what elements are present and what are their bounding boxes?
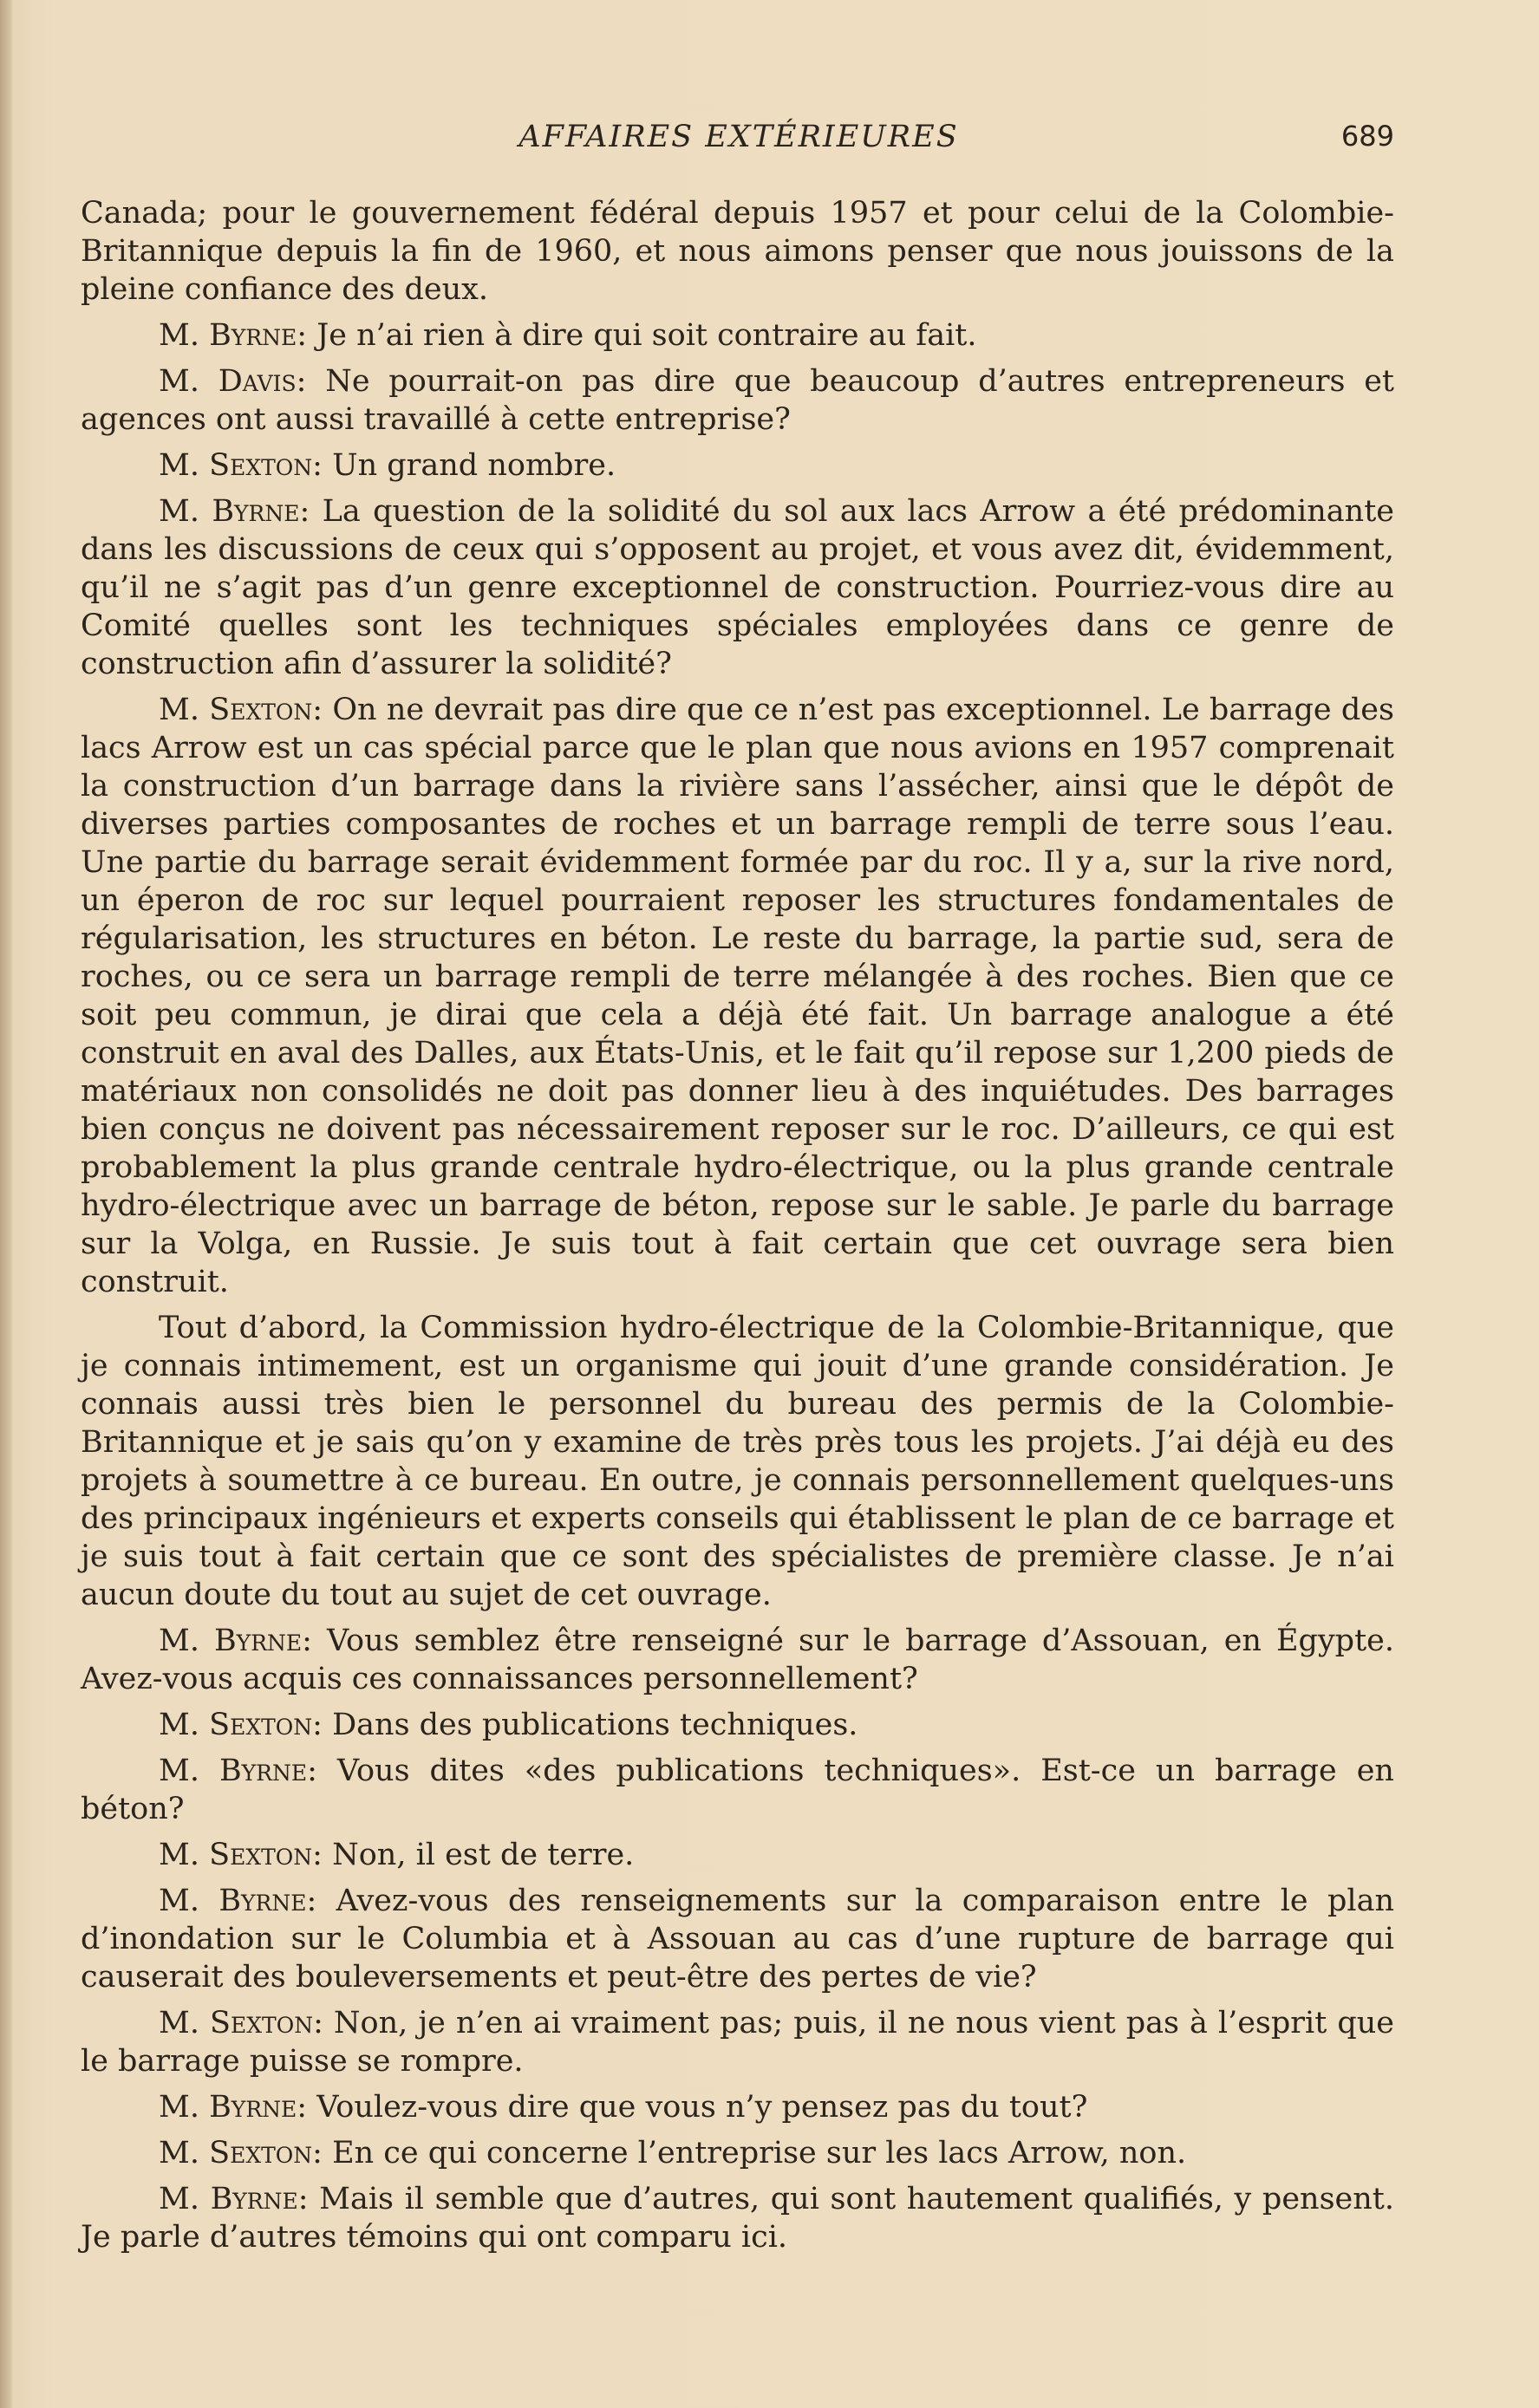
speaker-name: M. Byrne:: [159, 1754, 317, 1788]
paragraph-text: En ce qui concerne l’entreprise sur les lacs Arrow, non.: [332, 2136, 1187, 2170]
running-title: AFFAIRES EXTÉRIEURES: [518, 120, 959, 154]
paragraph: [81, 194, 1394, 309]
paragraph-text: Voulez-vous dire que vous n’y pensez pas du tout?: [316, 2090, 1088, 2125]
paragraph-text: Mais il semble que d’autres, qui sont hautement qualifiés, y pensent. Je parle d’autres témoins qui ont comparu ici.: [81, 2182, 1394, 2255]
speaker-name: M. Sexton:: [159, 1838, 323, 1872]
speaker-name: M. Byrne:: [159, 2182, 309, 2216]
paragraph-text: Vous dites «des publications techniques». Est-ce un barrage en béton?: [81, 1754, 1394, 1826]
paragraph-text: Avez-vous des renseignements sur la comparaison entre le plan d’inondation sur le Columbia et à Assouan au cas d’une rupture de barrage qui causerait des bouleversements et peut-être des pertes de vie?: [81, 1884, 1394, 1995]
paragraph: [81, 1882, 1394, 1996]
speaker-name: M. Byrne:: [159, 318, 308, 353]
paragraph: [81, 1309, 1394, 1614]
paragraph-text: Je n’ai rien à dire qui soit contraire au fait.: [316, 318, 977, 353]
speaker-name: M. Byrne:: [159, 1884, 317, 1918]
speaker-name: M. Sexton:: [159, 2006, 323, 2040]
paragraph-text: Ne pourrait-on pas dire que beaucoup d’autres entrepreneurs et agences ont aussi travaillé à cette entreprise?: [81, 364, 1394, 437]
transcript-body: [81, 194, 1394, 2264]
speaker-name: M. Byrne:: [159, 2090, 308, 2125]
paragraph: [81, 2134, 1394, 2172]
paragraph: [81, 691, 1394, 1301]
speaker-name: M. Sexton:: [159, 1708, 323, 1742]
paragraph-text: Dans des publications techniques.: [332, 1708, 858, 1742]
paragraph: [81, 2004, 1394, 2080]
paragraph-text: Vous semblez être renseigné sur le barrage d’Assouan, en Égypte. Avez-vous acquis ces connaissances personnellement?: [81, 1624, 1394, 1696]
paragraph-text: La question de la solidité du sol aux lacs Arrow a été prédominante dans les discussions de ceux qui s’opposent au projet, et vous avez dit, évidemment, qu’il ne s’agit pas d’un genre exceptionnel de construction. Pourriez-vous dire au Comité quelles sont les techniques spéciales employées dans ce genre de construction afin d’assurer la solidité?: [81, 494, 1394, 681]
paragraph: [81, 362, 1394, 439]
paragraph: [81, 1706, 1394, 1744]
page-binding-edge: [0, 0, 12, 2408]
speaker-name: M. Sexton:: [159, 448, 323, 483]
page-header: [83, 120, 1394, 163]
paragraph-text: Non, il est de terre.: [332, 1838, 635, 1872]
paragraph: [81, 446, 1394, 485]
speaker-name: M. Davis:: [159, 364, 307, 399]
paragraph: [81, 492, 1394, 683]
speaker-name: M. Sexton:: [159, 693, 323, 727]
paragraph: [81, 316, 1394, 355]
paragraph: [81, 1836, 1394, 1874]
paragraph-text: On ne devrait pas dire que ce n’est pas exceptionnel. Le barrage des lacs Arrow est un cas spécial parce que le plan que nous avions en 1957 comprenait la construction d’un barrage dans la rivière sans l’assécher, ainsi que le dépôt de diverses parties composantes de roches et un barrage rempli de terre sous l’eau. Une partie du barrage serait évidemment formée par du roc. Il y a, sur la rive nord, un éperon de roc sur lequel pourraient reposer les structures fondamentales de régularisation, les structures en béton. Le reste du barrage, la partie sud, sera de roches, ou ce sera un barrage rempli de terre mélangée à des roches. Bien que ce soit peu commun, je dirai que cela a déjà été fait. Un barrage analogue a été construit en aval des Dalles, aux États-Unis, et le fait qu’il repose sur 1,200 pieds de matériaux non consolidés ne doit pas donner lieu à des inquiétudes. Des barrages bien conçus ne doivent pas nécessairement reposer sur le roc. D’ailleurs, ce qui est probablement la plus grande centrale hydro-électrique, ou la plus grande centrale hydro-électrique avec un barrage de béton, repose sur le sable. Je parle du barrage sur la Volga, en Russie. Je suis tout à fait certain que cet ouvrage sera bien construit.: [81, 693, 1394, 1299]
paragraph: [81, 2180, 1394, 2256]
page-number: 689: [1340, 120, 1394, 153]
speaker-name: M. Byrne:: [159, 494, 310, 529]
paragraph: [81, 1752, 1394, 1828]
paragraph: [81, 2088, 1394, 2126]
paragraph-text: Canada; pour le gouvernement fédéral depuis 1957 et pour celui de la Colombie-Britannique depuis la fin de 1960, et nous aimons penser que nous jouissons de la pleine confiance des deux.: [81, 196, 1394, 307]
speaker-name: M. Byrne:: [159, 1624, 312, 1658]
paragraph: [81, 1622, 1394, 1698]
paragraph-text: Un grand nombre.: [332, 448, 616, 483]
paragraph-text: Tout d’abord, la Commission hydro-électrique de la Colombie-Britannique, que je connais intimement, est un organisme qui jouit d’une grande considération. Je connais aussi très bien le personnel du bureau des permis de la Colombie-Britannique et je sais qu’on y examine de très près tous les projets. J’ai déjà eu des projets à soumettre à ce bureau. En outre, je connais personnellement quelques-uns des principaux ingénieurs et experts conseils qui établissent le plan de ce barrage et je suis tout à fait certain que ce sont des spécialistes de première classe. Je n’ai aucun doute du tout au sujet de cet ouvrage.: [81, 1311, 1394, 1612]
paragraph-text: Non, je n’en ai vraiment pas; puis, il ne nous vient pas à l’esprit que le barrage puisse se rompre.: [81, 2006, 1394, 2079]
speaker-name: M. Sexton:: [159, 2136, 323, 2170]
